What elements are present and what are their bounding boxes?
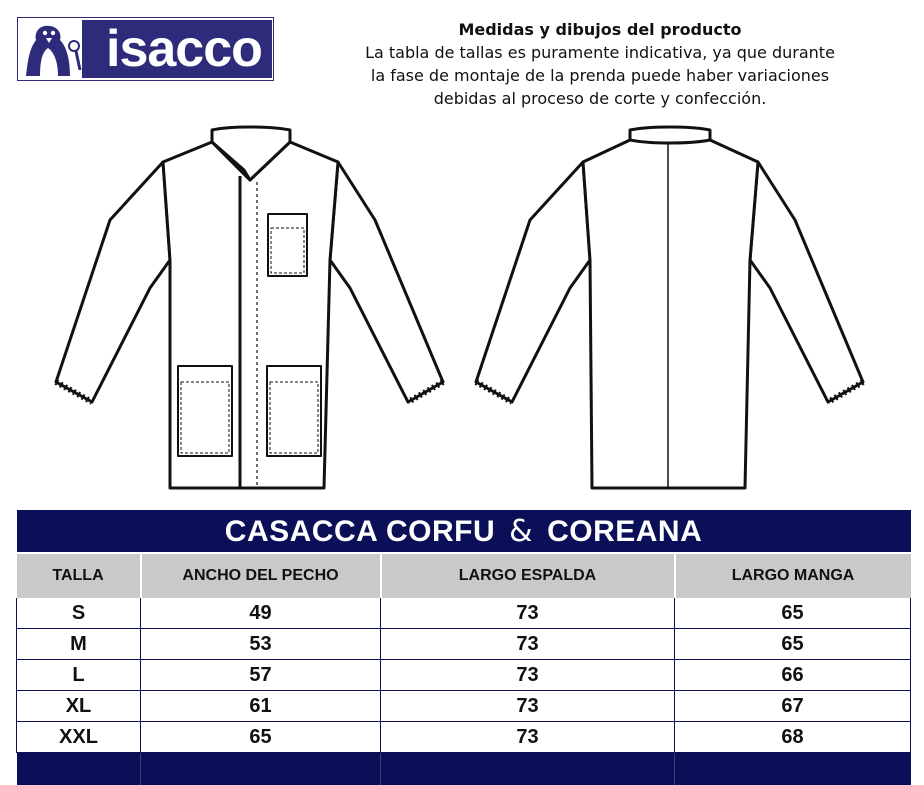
isacco-logo [17,17,274,81]
sleeve-length-cell: 66 [675,660,911,691]
table-title [17,510,911,553]
table-row [17,722,911,753]
product-info-line: debidas al proceso de corte y confección. [320,87,880,110]
table-row [17,629,911,660]
sleeve-length-cell: 65 [675,629,911,660]
chest-cell: 49 [141,598,381,629]
header-ancho-pecho: ANCHO DEL PECHO [141,553,381,598]
table-title-amp: & [509,514,533,549]
table-row [17,660,911,691]
footer-cell [675,753,911,785]
size-cell: S [17,598,141,629]
logo-wordmark: isacco [106,21,262,77]
size-cell: XXL [17,722,141,753]
jacket-front-icon [56,127,443,488]
table-footer [17,753,911,785]
sleeve-length-cell: 68 [675,722,911,753]
chest-cell: 65 [141,722,381,753]
back-length-cell: 73 [381,598,675,629]
size-cell: M [17,629,141,660]
footer-cell [381,753,675,785]
product-info-text [320,18,880,110]
product-info-title: Medidas y dibujos del producto [320,18,880,41]
sleeve-length-cell: 67 [675,691,911,722]
size-table [16,510,910,785]
back-length-cell: 73 [381,660,675,691]
back-length-cell: 73 [381,722,675,753]
chest-cell: 57 [141,660,381,691]
table-title-left: CASACCA CORFU [225,515,495,548]
chest-cell: 53 [141,629,381,660]
footer-cell [141,753,381,785]
header-largo-espalda: LARGO ESPALDA [381,553,675,598]
chest-cell: 61 [141,691,381,722]
sleeve-length-cell: 65 [675,598,911,629]
product-info-line: La tabla de tallas es puramente indicativa, ya que durante [320,41,880,64]
table-row [17,598,911,629]
product-info-line: la fase de montaje de la prenda puede haber variaciones [320,64,880,87]
table-row [17,691,911,722]
table-title-right: COREANA [547,515,702,548]
size-cell: L [17,660,141,691]
footer-cell [17,753,141,785]
table-header-row [17,553,911,598]
back-length-cell: 73 [381,629,675,660]
garment-drawings [0,110,924,510]
back-length-cell: 73 [381,691,675,722]
header-largo-manga: LARGO MANGA [675,553,911,598]
jacket-back-icon [476,127,863,488]
header-talla: TALLA [17,553,141,598]
size-cell: XL [17,691,141,722]
